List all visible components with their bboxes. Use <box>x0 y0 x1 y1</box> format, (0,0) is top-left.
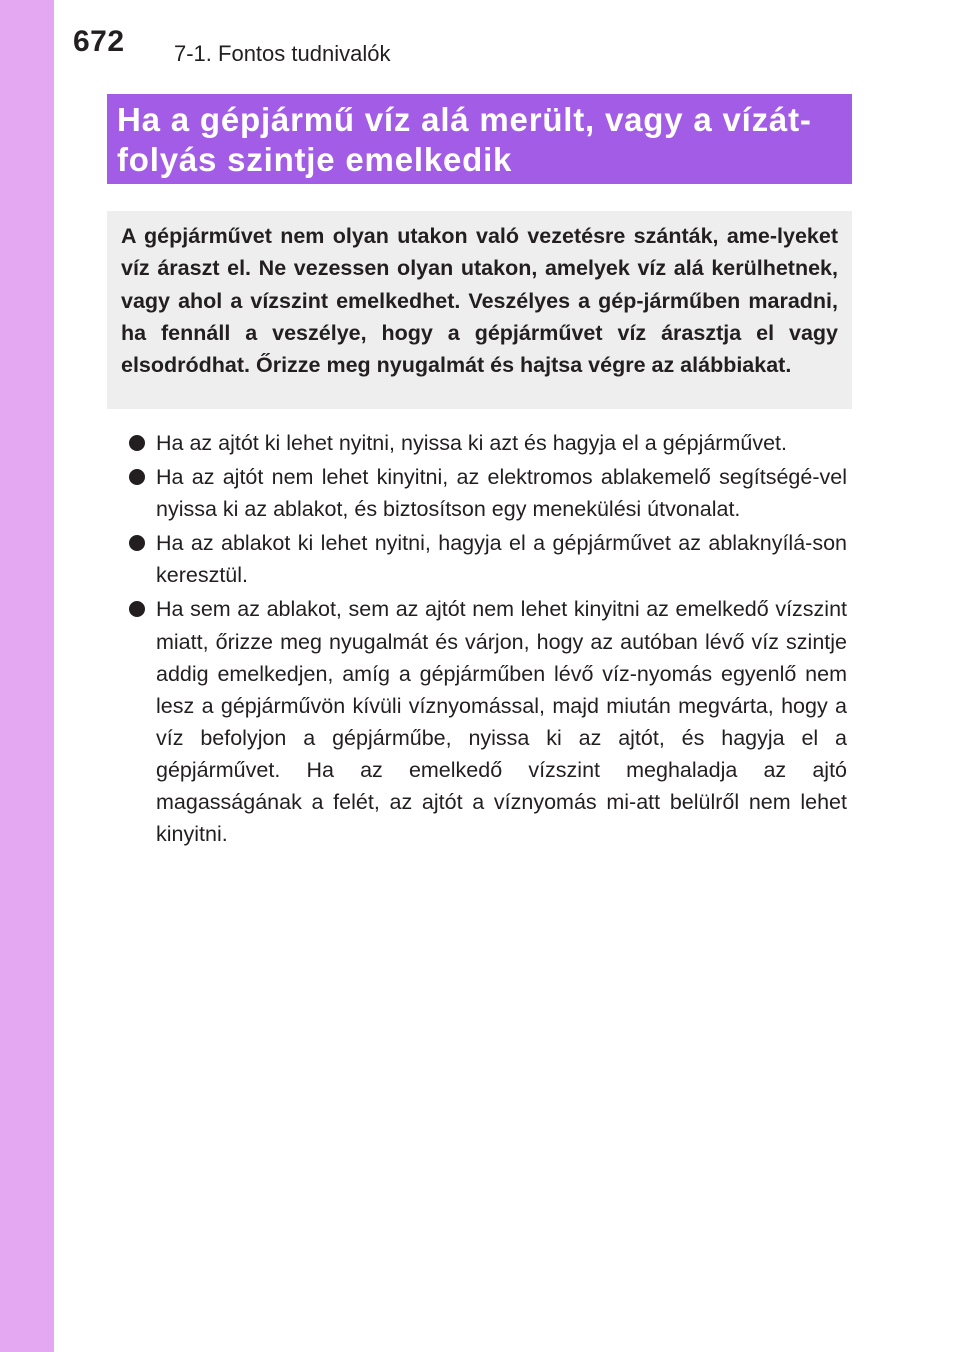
list-item-text: Ha sem az ablakot, sem az ajtót nem lehet kinyitni az emelkedő vízszint miatt, őrizze meg nyugalmát és várjon, hogy az autóban lévő víz szintje addig emelkedjen, amíg a gépjárműben lévő víz-nyomás egyenlő nem lesz a gépjárművön kívüli víznyomással, majd miután megvárta, hogy a víz befolyjon a gépjárműbe, nyissa ki az ajtót, és hagyja el a gépjárművet. Ha az emelkedő vízszint meghaladja az ajtó magasságának a felét, az ajtót a víznyomás mi-att belülről nem lehet kinyitni. <box>156 597 847 847</box>
bullet-icon <box>129 601 145 617</box>
running-head: 7-1. Fontos tudnivalók <box>174 41 391 66</box>
section-title-box <box>107 94 852 184</box>
bullet-icon <box>129 535 145 551</box>
bullet-icon <box>129 469 145 485</box>
list-item-text: Ha az ablakot ki lehet nyitni, hagyja el a gépjárművet az ablaknyílá-son keresztül. <box>156 531 847 588</box>
section-title: Ha a gépjármű víz alá merült, vagy a vízát-folyás szintje emelkedik <box>117 101 812 178</box>
list-item <box>129 527 847 591</box>
page-number: 672 <box>73 25 125 58</box>
list-item-text: Ha az ajtót ki lehet nyitni, nyissa ki azt és hagyja el a gépjárművet. <box>156 431 787 455</box>
list-item-text: Ha az ajtót nem lehet kinyitni, az elektromos ablakemelő segítségé-vel nyissa ki az ablakot, és biztosítson egy menekülési útvonalat. <box>156 465 847 522</box>
list-item <box>129 427 847 459</box>
bullet-icon <box>129 435 145 451</box>
instruction-list <box>129 427 847 852</box>
list-item <box>129 461 847 525</box>
intro-box <box>107 211 852 409</box>
list-item <box>129 593 847 850</box>
chapter-side-bar <box>0 0 54 1352</box>
intro-text: A gépjárművet nem olyan utakon való vezetésre szánták, ame-lyeket víz áraszt el. Ne vezessen olyan utakon, amelyek víz alá kerülhetnek, vagy ahol a vízszint emelkedhet. Veszélyes a gép-járműben maradni, ha fennáll a veszélye, hogy a gépjárművet víz árasztja el vagy elsodródhat. Őrizze meg nyugalmát és hajtsa végre az alábbiakat. <box>121 224 838 378</box>
